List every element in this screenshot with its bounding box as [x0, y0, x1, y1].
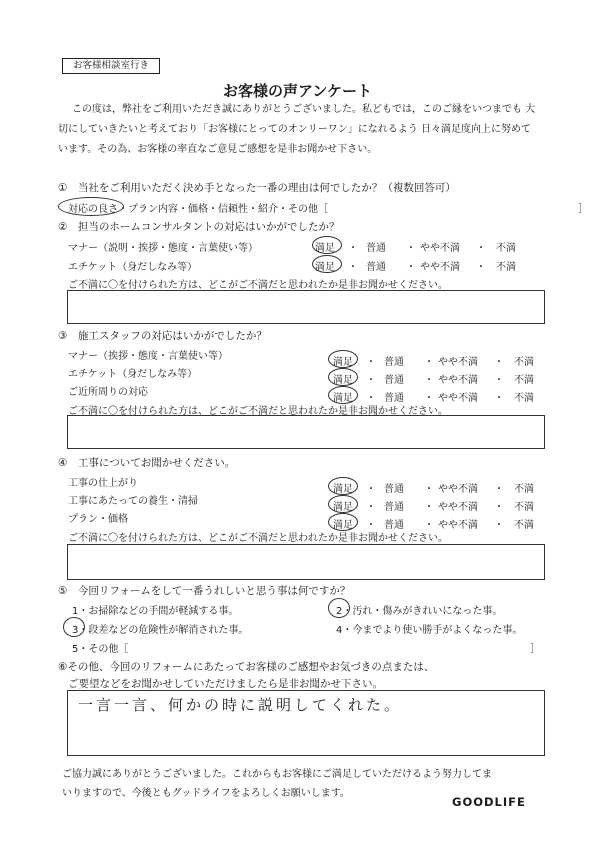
- q3-option-satisfied[interactable]: 満足: [333, 357, 353, 368]
- q6-question-line2: ご要望などをお聞かせしていただけましたら是非お聞かせ下さい。: [68, 678, 383, 690]
- q4-option-normal[interactable]: 普通: [384, 502, 404, 513]
- goodlife-logo: GOODLIFE: [452, 795, 526, 809]
- q4-row-label: 工事にあたっての養生・清掃: [68, 496, 198, 507]
- q5-option-2: 2・汚れ・傷みがきれいになった事。: [336, 606, 503, 617]
- q2-row-label: マナー（説明・挨拶・態度・言葉使い等）: [68, 243, 258, 254]
- q4-option-dissatisfied[interactable]: 不満: [514, 502, 534, 513]
- q5-option-1: 1・お掃除などの手間が軽減する事。: [72, 606, 239, 617]
- q3-note: ご不満に〇を付けられた方は、どこがご不満だと思われたか是非お聞かせください。: [68, 406, 448, 417]
- q2-option-somewhat-dissatisfied[interactable]: やや不満: [420, 262, 460, 273]
- q2-option-satisfied[interactable]: 満足: [315, 262, 335, 273]
- q2-separator: ・: [406, 243, 416, 254]
- q4-separator: ・: [494, 502, 504, 513]
- q4-separator: ・: [366, 484, 376, 495]
- q4-option-somewhat-dissatisfied[interactable]: やや不満: [438, 484, 478, 495]
- q2-separator: ・: [406, 262, 416, 273]
- q3-separator: ・: [424, 357, 434, 368]
- q2-option-dissatisfied[interactable]: 不満: [496, 243, 516, 254]
- q3-separator: ・: [494, 393, 504, 404]
- handwritten-circle-satisfied: [328, 368, 358, 386]
- q3-separator: ・: [366, 357, 376, 368]
- handwritten-circle-satisfied: [312, 236, 342, 254]
- q4-row-label: 工事の仕上がり: [68, 478, 138, 489]
- q2-comment-box[interactable]: [67, 290, 545, 324]
- q2-separator: ・: [476, 243, 486, 254]
- q2-note: ご不満に〇を付けられた方は、どこがご不満だと思われたか是非お聞かせください。: [68, 280, 448, 291]
- q4-option-satisfied[interactable]: 満足: [333, 502, 353, 513]
- handwritten-circle-satisfied: [312, 255, 342, 273]
- q3-option-satisfied[interactable]: 満足: [333, 393, 353, 404]
- footer-thanks-line2: いりますので、今後ともグッドライフをよろしくお願いします。: [62, 788, 350, 799]
- q2-option-somewhat-dissatisfied[interactable]: やや不満: [420, 243, 460, 254]
- q4-option-dissatisfied[interactable]: 不満: [514, 484, 534, 495]
- q2-option-normal[interactable]: 普通: [366, 243, 386, 254]
- q4-row-label: プラン・価格: [68, 514, 128, 525]
- q5-option-5-close: ］: [530, 644, 540, 655]
- q3-option-somewhat-dissatisfied[interactable]: やや不満: [438, 375, 478, 386]
- q2-option-satisfied[interactable]: 満足: [315, 243, 335, 254]
- q4-note: ご不満に〇を付けられた方は、どこがご不満だと思われたか是非お聞かせください。: [68, 533, 448, 544]
- q3-option-normal[interactable]: 普通: [384, 393, 404, 404]
- q3-separator: ・: [424, 375, 434, 386]
- q3-row-label: ご近所周りの対応: [68, 387, 148, 398]
- q3-option-dissatisfied[interactable]: 不満: [514, 393, 534, 404]
- q3-question: ③ 施工スタッフの対応はいかがでしたか？: [58, 330, 267, 342]
- q1-question: ① 当社をご利用いただく決め手となった一番の理由は何でしたか？（複数回答可）: [58, 182, 456, 194]
- q3-separator: ・: [366, 393, 376, 404]
- handwritten-circle-q1: [58, 197, 124, 216]
- handwritten-circle-satisfied: [328, 477, 358, 495]
- handwritten-circle-q5-2: [328, 598, 350, 618]
- q5-option-5: 5・その他［: [72, 644, 129, 655]
- q3-separator: ・: [494, 375, 504, 386]
- q3-row-label: マナー（挨拶・態度・言葉使い等）: [68, 351, 228, 362]
- q3-option-somewhat-dissatisfied[interactable]: やや不満: [438, 357, 478, 368]
- intro-paragraph: この度は，弊社をご利用いただき誠にありがとうございました。私どもでは，このご縁をいつまでも 大切にしていきたいと考えており「お客様にとってのオンリーワン」になれるよう 日々満足度向上に努めています。その為、お客様の率直なご意見ご感想を是非お聞かせ下さい。: [58, 104, 536, 155]
- q3-option-normal[interactable]: 普通: [384, 357, 404, 368]
- q4-option-satisfied[interactable]: 満足: [333, 520, 353, 531]
- q4-option-somewhat-dissatisfied[interactable]: やや不満: [438, 502, 478, 513]
- q4-separator: ・: [366, 502, 376, 513]
- handwritten-circle-q5-3: [63, 617, 85, 637]
- q4-option-satisfied[interactable]: 満足: [333, 484, 353, 495]
- q2-separator: ・: [476, 262, 486, 273]
- q2-option-dissatisfied[interactable]: 不満: [496, 262, 516, 273]
- q3-comment-box[interactable]: [67, 415, 545, 449]
- q3-separator: ・: [424, 393, 434, 404]
- q4-separator: ・: [424, 520, 434, 531]
- q4-separator: ・: [366, 520, 376, 531]
- q4-separator: ・: [424, 502, 434, 513]
- q4-question: ④ 工事についてお聞かせください。: [58, 457, 236, 469]
- footer-thanks-line1: ご協力誠にありがとうございました。これからもお客様にご満足していただけるよう努力してま: [62, 769, 492, 780]
- q3-option-somewhat-dissatisfied[interactable]: やや不満: [438, 393, 478, 404]
- q4-option-somewhat-dissatisfied[interactable]: やや不満: [438, 520, 478, 531]
- q3-row-label: エチケット（身だしなみ等）: [68, 369, 198, 380]
- q2-question: ② 担当のホームコンサルタントの対応はいかがでしたか？: [58, 221, 340, 233]
- q3-separator: ・: [494, 357, 504, 368]
- q2-row-label: エチケット（身だしなみ等）: [68, 262, 198, 273]
- handwritten-answer: 一言一言、何かの時に説明してくれた。: [78, 696, 403, 714]
- q4-separator: ・: [424, 484, 434, 495]
- q3-option-satisfied[interactable]: 満足: [333, 375, 353, 386]
- q5-option-4: 4・今までより使い勝手がよくなった事。: [336, 625, 523, 636]
- q4-option-normal[interactable]: 普通: [384, 520, 404, 531]
- q3-option-normal[interactable]: 普通: [384, 375, 404, 386]
- q5-question: ⑤ 今回リフォームをして一番うれしいと思う事は何ですか？: [58, 585, 351, 597]
- survey-title: お客様の声アンケート: [222, 82, 373, 100]
- handwritten-circle-satisfied: [328, 350, 358, 368]
- department-tag: お客様相談室行き: [62, 58, 160, 74]
- q4-option-normal[interactable]: 普通: [384, 484, 404, 495]
- handwritten-circle-satisfied: [328, 495, 358, 513]
- q5-option-3: 3・段差などの危険性が解消された事。: [72, 625, 249, 636]
- q3-separator: ・: [366, 375, 376, 386]
- q4-comment-box[interactable]: [67, 544, 545, 580]
- q2-option-normal[interactable]: 普通: [366, 262, 386, 273]
- q4-separator: ・: [494, 484, 504, 495]
- q1-choices: 対応の良さ・プラン内容・価格・信頼性・紹介・その他［ ］: [68, 204, 588, 215]
- handwritten-circle-satisfied: [328, 386, 358, 404]
- q4-separator: ・: [494, 520, 504, 531]
- q6-question: ⑥その他、今回のリフォームにあたってお客様のご感想やお気づきの点または、: [58, 661, 435, 673]
- q3-option-dissatisfied[interactable]: 不満: [514, 357, 534, 368]
- q2-separator: ・: [348, 243, 358, 254]
- handwritten-circle-satisfied: [328, 513, 358, 531]
- q2-separator: ・: [348, 262, 358, 273]
- q3-option-dissatisfied[interactable]: 不満: [514, 375, 534, 386]
- q4-option-dissatisfied[interactable]: 不満: [514, 520, 534, 531]
